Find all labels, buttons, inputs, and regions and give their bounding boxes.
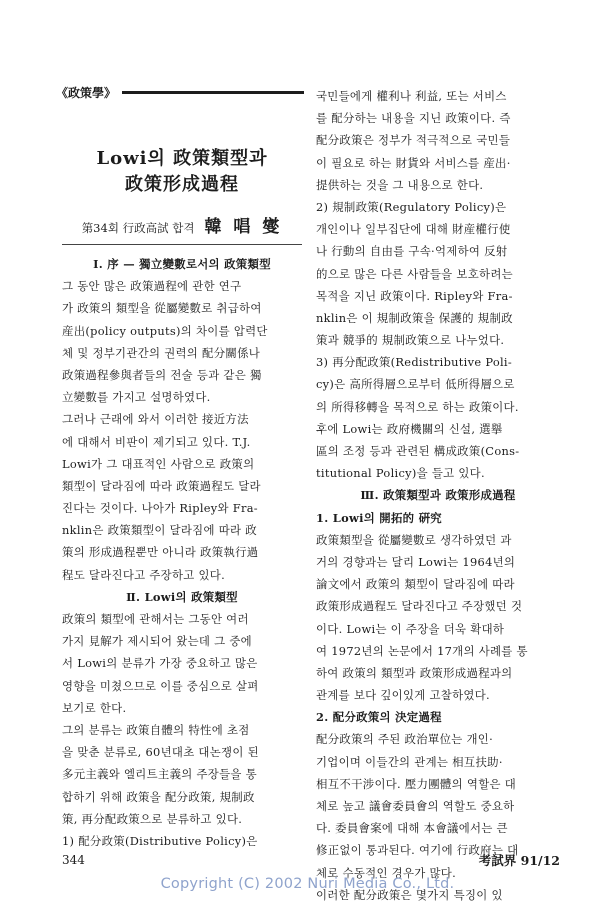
text-line: Lowi가 그 대표적인 사람으로 政策의 — [62, 456, 255, 471]
text-line: 이다. Lowi는 이 주장을 더욱 확대하 — [316, 621, 505, 636]
subsection-heading: 2. 配分政策의 決定過程 — [316, 710, 442, 725]
text-line: 3) 再分配政策(Redistributive Poli- — [316, 355, 513, 370]
section-tag-rule — [122, 91, 304, 94]
text-line: 목적을 지닌 政策이다. Ripley와 Fra- — [316, 288, 513, 303]
text-line: 1) 配分政策(Distributive Policy)은 — [62, 833, 258, 848]
text-line: 관계를 보다 깊이있게 고찰하였다. — [316, 688, 490, 703]
text-line: 국민들에게 權利나 利益, 또는 서비스 — [316, 89, 507, 103]
text-line: nklin은 政策類型이 달라짐에 따라 政 — [62, 523, 257, 538]
text-line: 策과 競爭的 規制政策으로 나누었다. — [316, 333, 505, 348]
text-line: nklin은 이 規制政策을 保護的 規制政 — [316, 310, 513, 325]
text-line: 相互不干涉이다. 壓力團體의 역할은 대 — [316, 776, 517, 791]
journal-name: 考試界 91/12 — [478, 853, 560, 868]
text-line: 개인이나 일부집단에 대해 財産權行使 — [316, 222, 511, 237]
text-line: 을 맞춘 분류로, 60년대초 대논쟁이 된 — [62, 745, 259, 760]
byline — [62, 212, 302, 237]
text-line: 立變數를 가지고 설명하였다. — [62, 390, 211, 405]
text-line: cy)은 高所得層으로부터 低所得層으로 — [316, 377, 515, 392]
text-line: 진다는 것이다. 나아가 Ripley와 Fra- — [62, 501, 258, 516]
text-line: 나 行動의 自由를 구속·억제하여 反射 — [316, 244, 508, 259]
text-line: 産出(policy outputs)의 차이를 압력단 — [62, 323, 268, 338]
text-line: 多元主義와 엘리트主義의 주장들을 통 — [62, 767, 257, 782]
text-line: 가 政策의 類型을 從屬變數로 취급하여 — [62, 301, 262, 316]
text-line: 가지 見解가 제시되어 왔는데 그 중에 — [62, 634, 252, 649]
text-line: 체로 수동적인 경우가 많다. — [316, 865, 457, 880]
text-line: 여 1972년의 논문에서 17개의 사례를 통 — [316, 643, 528, 658]
text-line: 보기로 한다. — [62, 700, 127, 715]
page-number: 344 — [62, 853, 85, 867]
section-heading: Ⅲ. 政策類型과 政策形成過程 — [360, 488, 516, 503]
text-line: 類型이 달라짐에 따라 政策過程도 달라 — [62, 478, 261, 493]
subsection-heading: 1. Lowi의 開拓的 硏究 — [316, 510, 442, 525]
article-title — [62, 146, 302, 198]
title-line-1: Lowi의 政策類型과 — [96, 148, 268, 169]
text-line: 配分政策은 정부가 적극적으로 국민들 — [316, 133, 511, 148]
text-line: 修正없이 통과된다. 여기에 行政府는 대 — [316, 843, 519, 858]
text-line: 그 동안 많은 政策過程에 관한 연구 — [62, 279, 242, 294]
author-affiliation: 第34회 行政高試 합격 — [81, 221, 195, 235]
text-line: 거의 경향과는 달리 Lowi는 1964년의 — [316, 554, 516, 569]
text-line: 체로 높고 議會委員會의 역할도 중요하 — [316, 799, 515, 813]
text-line: 政策의 類型에 관해서는 그동안 여러 — [62, 612, 249, 626]
text-line: 策의 形成過程뿐만 아니라 政策執行過 — [62, 545, 259, 560]
text-line: 다. 委員會案에 대해 本會議에서는 큰 — [316, 821, 508, 836]
text-line: 政策類型을 從屬變數로 생각하였던 과 — [316, 532, 512, 547]
text-line: 論文에서 政策의 類型이 달라짐에 따라 — [316, 577, 515, 592]
text-line: 2) 規制政策(Regulatory Policy)은 — [316, 199, 507, 214]
section-heading: Ⅰ. 序 — 獨立變數로서의 政策類型 — [93, 257, 271, 271]
text-line: 程도 달라진다고 주장하고 있다. — [62, 567, 226, 582]
text-line: 提供하는 것을 그 내용으로 한다. — [316, 177, 484, 192]
section-tag — [56, 84, 304, 101]
title-line-2: 政策形成過程 — [125, 174, 239, 195]
text-line: 配分政策의 주된 政治單位는 개인· — [316, 732, 494, 747]
text-line: 이러한 配分政策은 몇가지 특징이 있 — [316, 887, 503, 902]
author-name: 韓 唱 燮 — [204, 217, 283, 237]
copyright-watermark: Copyright (C) 2002 Nuri Media Co., Ltd. — [160, 876, 455, 892]
text-line: 의 所得移轉을 목적으로 하는 政策이다. — [316, 399, 519, 414]
text-line: 그의 분류는 政策自體의 特性에 초점 — [62, 722, 250, 737]
text-line: 에 대해서 비판이 제기되고 있다. T.J. — [62, 434, 251, 449]
text-line: 합하기 위해 政策을 配分政策, 規制政 — [62, 789, 255, 804]
text-line: 기업이며 이들간의 관계는 相互扶助· — [316, 754, 503, 769]
text-line: 를 配分하는 내용을 지닌 政策이다. 즉 — [316, 111, 511, 126]
left-column — [62, 256, 302, 855]
text-line: 후에 Lowi는 政府機關의 신설, 選擧 — [316, 421, 503, 436]
text-line: 영향을 미쳤으므로 이를 중심으로 살펴 — [62, 678, 259, 693]
text-line: 政策過程參與者들의 전술 등과 같은 獨 — [62, 367, 262, 382]
section-tag-label: 《政策學》 — [56, 86, 117, 100]
text-line: 政策形成過程도 달라진다고 주장했던 것 — [316, 599, 523, 614]
text-line: 하여 政策의 類型과 政策形成過程과의 — [316, 665, 513, 680]
text-line: 그러나 근래에 와서 이러한 接近方法 — [62, 412, 249, 427]
text-line: 的으로 많은 다른 사람들을 보호하려는 — [316, 266, 513, 281]
text-line: titutional Policy)을 들고 있다. — [316, 466, 485, 481]
text-line: 策, 再分配政策으로 분류하고 있다. — [62, 811, 243, 826]
byline-divider — [62, 244, 302, 245]
right-column — [316, 88, 560, 909]
section-heading: Ⅱ. Lowi의 政策類型 — [126, 589, 238, 604]
text-line: 이 필요로 하는 財貨와 서비스를 産出· — [316, 155, 511, 170]
text-line: 서 Lowi의 분류가 가장 중요하고 많은 — [62, 656, 258, 671]
text-line: 체 및 정부기관간의 권력의 配分關係나 — [62, 345, 261, 360]
text-line: 區의 조정 등과 관련된 構成政策(Cons- — [316, 444, 520, 458]
